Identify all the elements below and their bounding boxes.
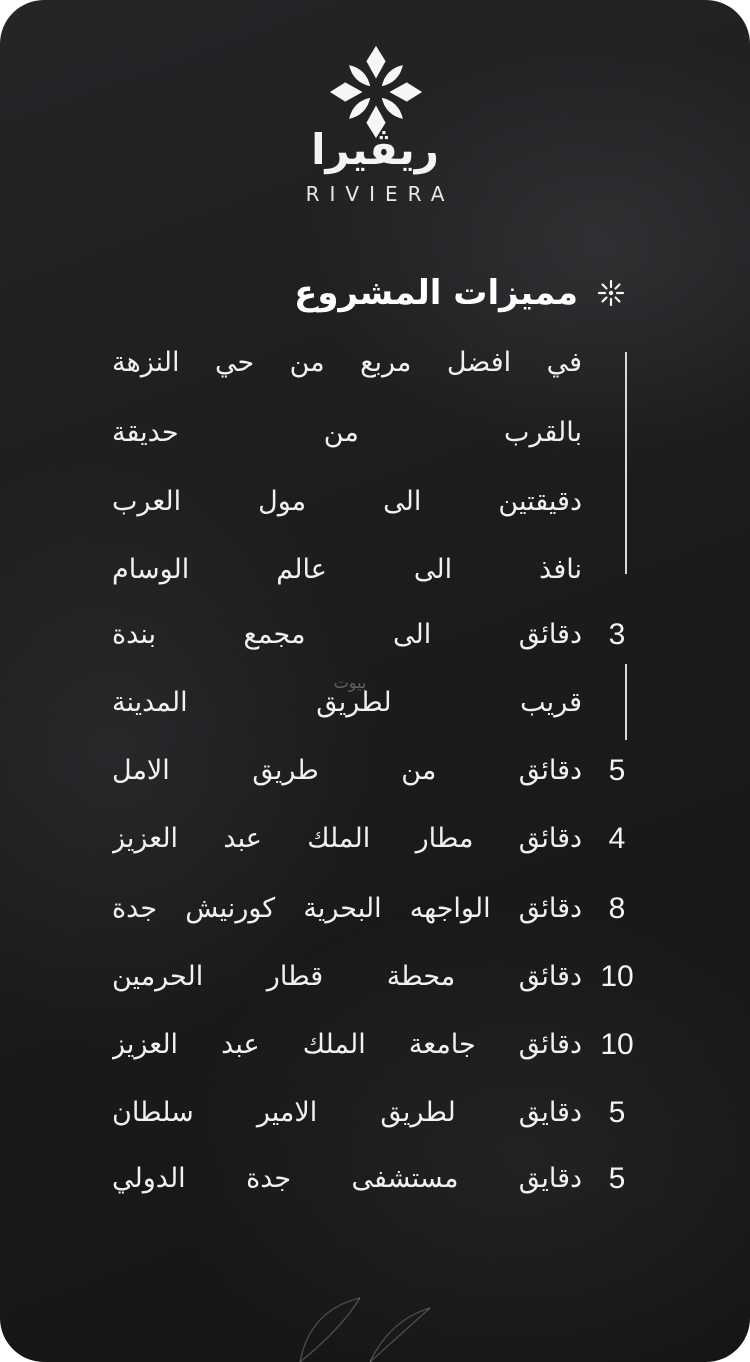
feature-number: 10 [600,1028,634,1061]
feature-text: في افضل مربع من حي النزهة [112,347,582,378]
brand-name-english: RIVIERA [305,182,455,206]
feature-row [110,610,640,660]
feature-text: دقايق مستشفى جدة الدولي [112,1163,582,1194]
feature-text: بالقرب من حديقة [112,417,582,448]
feature-text: دقائق محطة قطار الحرمين [112,961,582,992]
feature-number: 8 [608,892,626,925]
feature-row [110,814,640,864]
feature-row [110,338,640,388]
feature-number: 5 [608,1096,626,1129]
feature-text: دقايق لطريق الامير سلطان [112,1097,582,1128]
feature-row [110,746,640,796]
feature-row [110,952,640,1002]
feature-number: 3 [608,618,626,651]
feature-row [110,477,640,527]
feature-text: دقائق جامعة الملك عبد العزيز [112,1029,582,1060]
brand-name-arabic: ريڤيرا [311,125,439,174]
feature-number: 4 [608,822,626,855]
feature-number: 10 [600,960,634,993]
feature-number: 5 [608,754,626,787]
feature-text: دقيقتين الى مول العرب [112,486,582,517]
feature-text: دقائق الواجهه البحرية كورنيش جدة [112,893,582,924]
feature-text: قريب لطريق المدينة [112,687,582,718]
feature-text: دقائق الى مجمع بندة [112,619,582,650]
feature-row [110,1020,640,1070]
feature-row [110,1154,640,1204]
watermark: بيوت [333,673,367,692]
feature-row [110,1088,640,1138]
feature-row [110,884,640,934]
sparkle-icon [596,278,626,308]
section-title: مميزات المشروع [294,273,578,313]
feature-number: 5 [608,1162,626,1195]
feature-row [110,545,640,595]
feature-row [110,408,640,458]
leaf-decoration-icon [280,1290,440,1362]
feature-text: نافذ الى عالم الوسام [112,554,582,585]
feature-text: دقائق مطار الملك عبد العزيز [112,823,582,854]
feature-text: دقائق من طريق الامل [112,755,582,786]
